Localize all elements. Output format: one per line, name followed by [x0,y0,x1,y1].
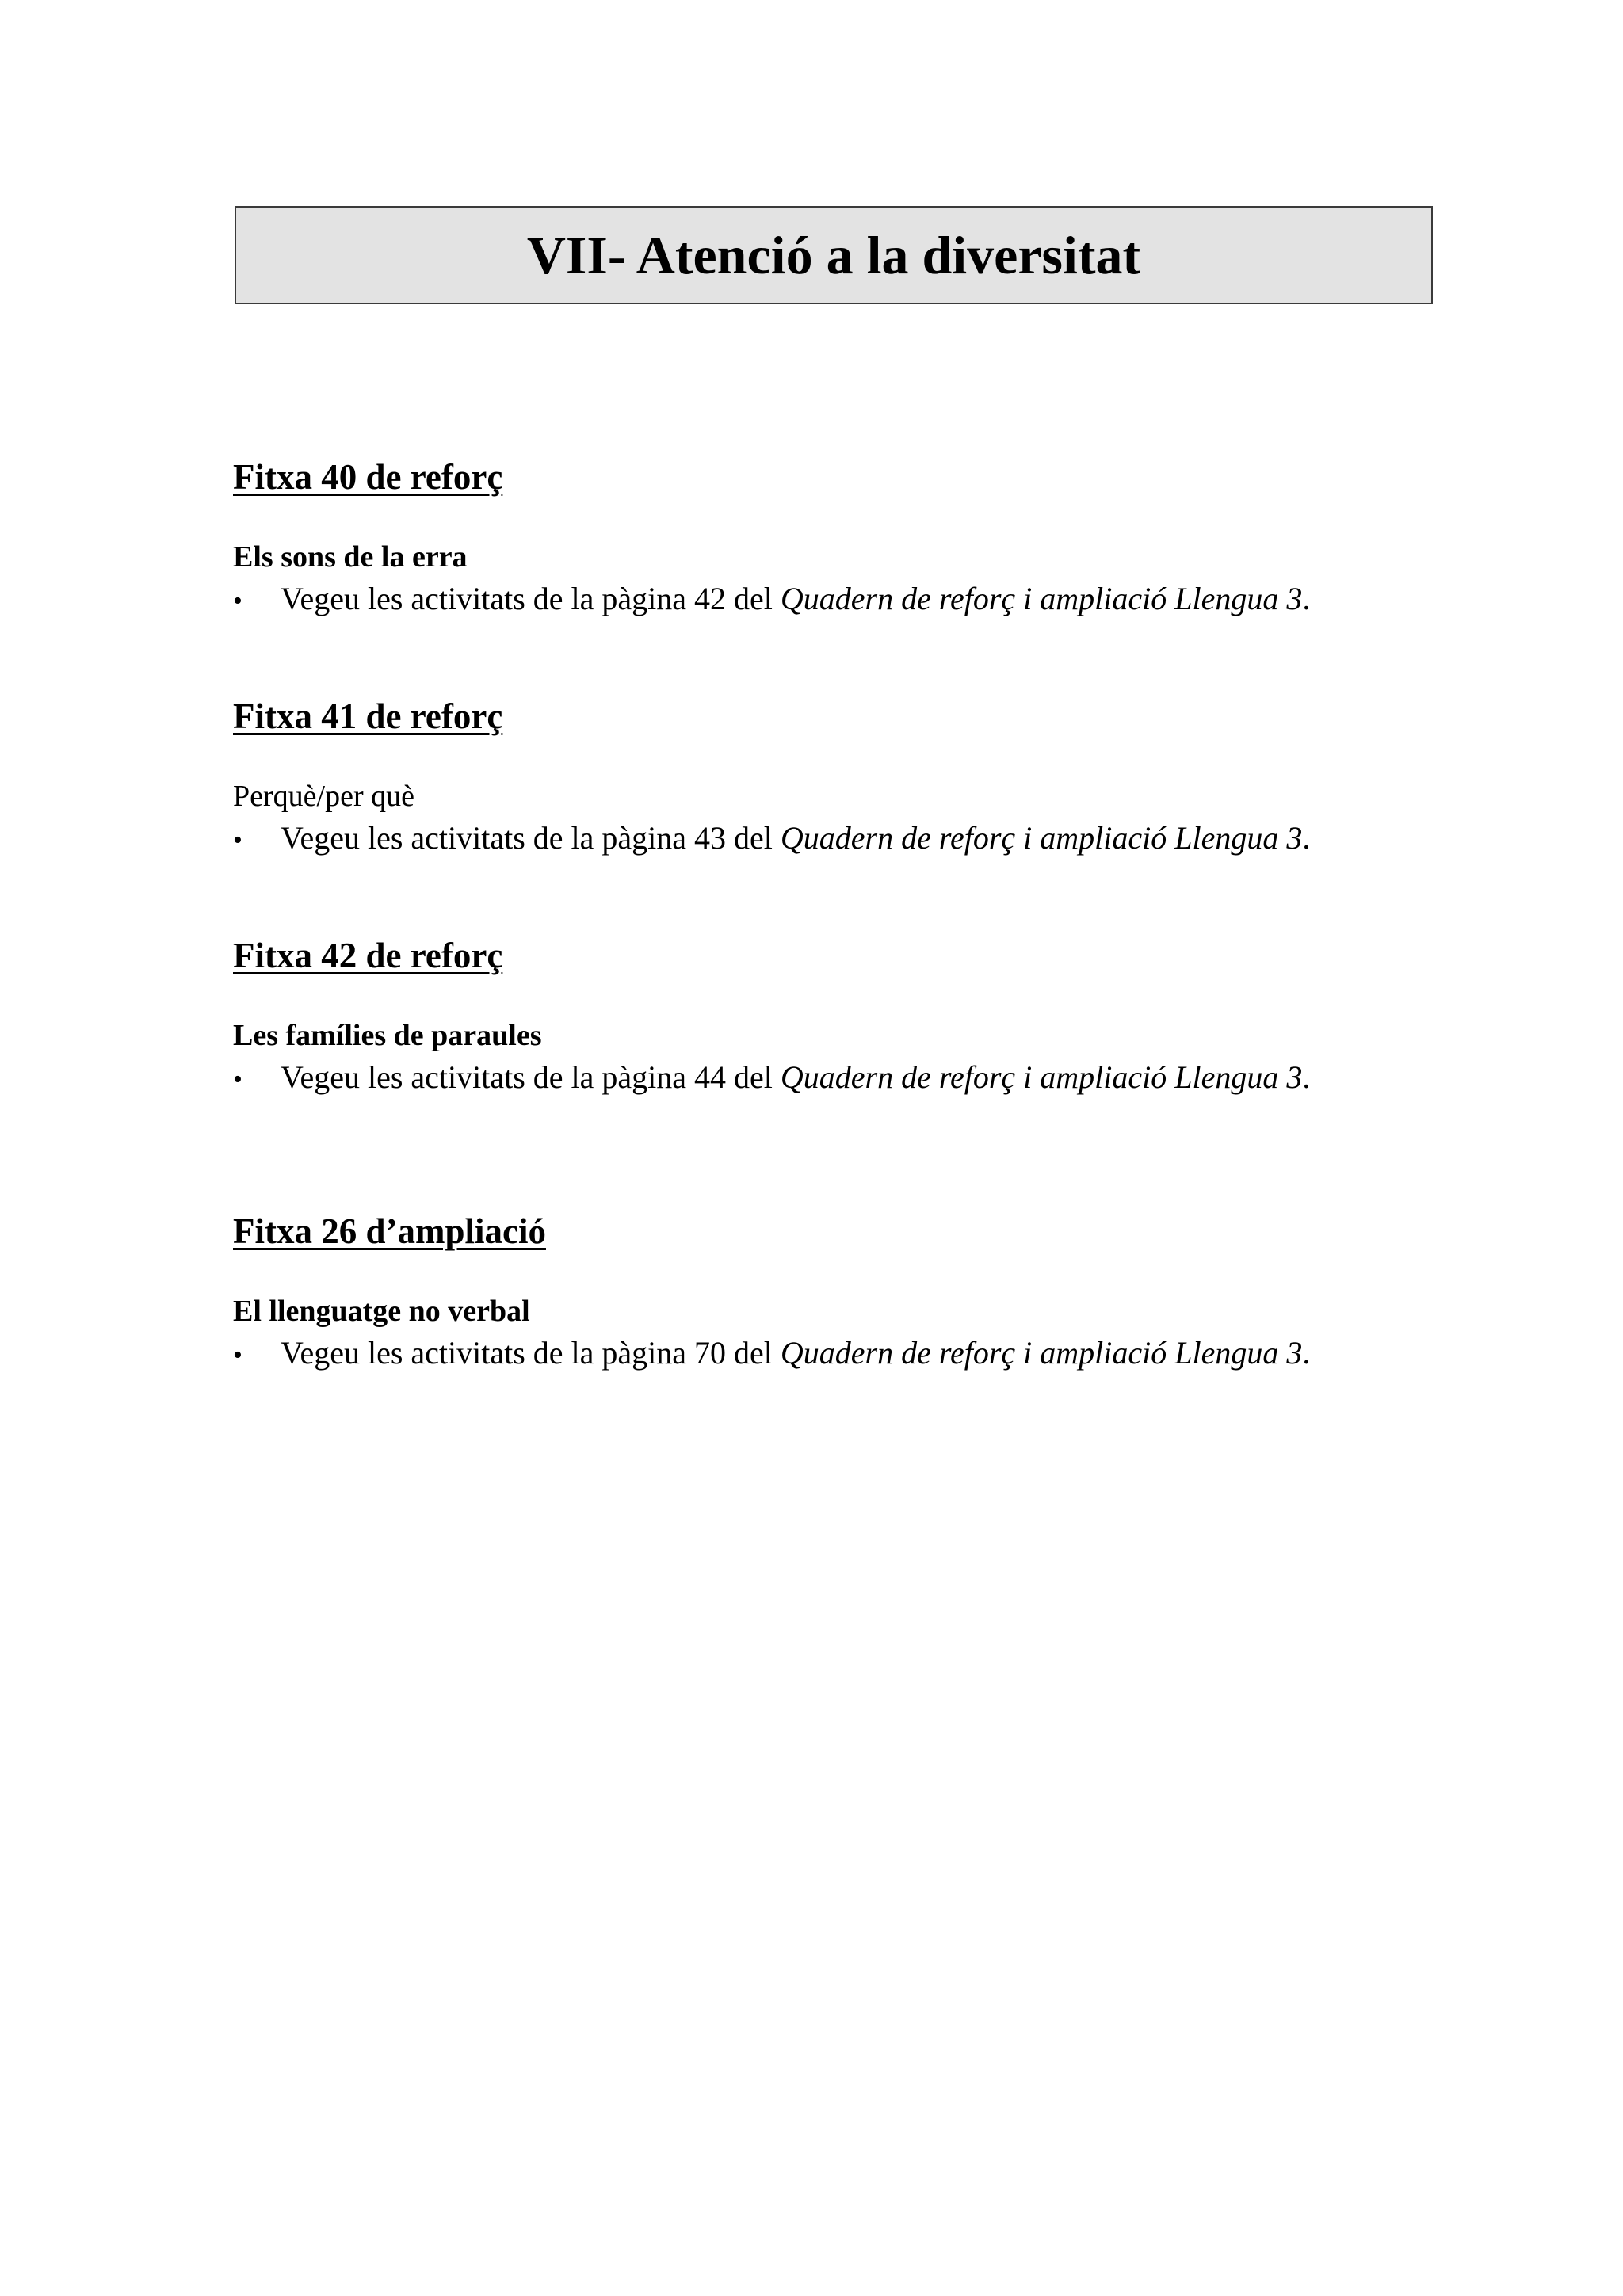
list-item [233,1337,1310,1369]
bullet-icon: • [233,1341,242,1370]
section-heading: Fitxa 40 de reforç [233,457,503,497]
book-title: Quadern de reforç i ampliació Llengua 3 [780,820,1303,856]
bullet-icon: • [233,826,242,855]
section-heading: Fitxa 41 de reforç [233,696,503,736]
bullet-icon: • [233,1065,242,1094]
section-fitxa-40 [233,457,1596,616]
section-fitxa-26 [233,1211,1596,1371]
book-title: Quadern de reforç i ampliació Llengua 3 [780,1335,1303,1371]
section-subtitle: Els sons de la erra [233,540,468,574]
list-item [233,583,1310,615]
section-heading: Fitxa 42 de reforç [233,936,503,975]
list-item [233,822,1310,854]
section-subtitle: Les famílies de paraules [233,1019,542,1052]
page-title-box [235,206,1433,304]
bullet-icon: • [233,586,242,616]
page-title: VII- Atenció a la diversitat [526,225,1141,285]
list-item [233,1059,1311,1095]
bullet-suffix: . [1302,820,1311,856]
section-subtitle: El llenguatge no verbal [233,1295,530,1328]
bullet-text: Vegeu les activitats de la pàgina 70 del [281,1335,781,1371]
bullet-suffix: . [1302,1335,1311,1371]
section-heading: Fitxa 26 d’ampliació [233,1211,546,1251]
section-fitxa-42 [233,936,1596,1095]
bullet-suffix: . [1302,581,1311,616]
bullet-text: Vegeu les activitats de la pàgina 43 del [281,820,781,856]
section-subtitle: Perquè/per què [233,780,414,813]
bullet-text: Vegeu les activitats de la pàgina 42 del [281,581,781,616]
book-title: Quadern de reforç i ampliació Llengua 3 [780,581,1303,616]
section-fitxa-41 [233,696,1596,856]
bullet-text: Vegeu les activitats de la pàgina 44 del [281,1059,781,1095]
book-title: Quadern de reforç i ampliació Llengua 3 [780,1059,1303,1095]
bullet-suffix: . [1302,1059,1311,1095]
